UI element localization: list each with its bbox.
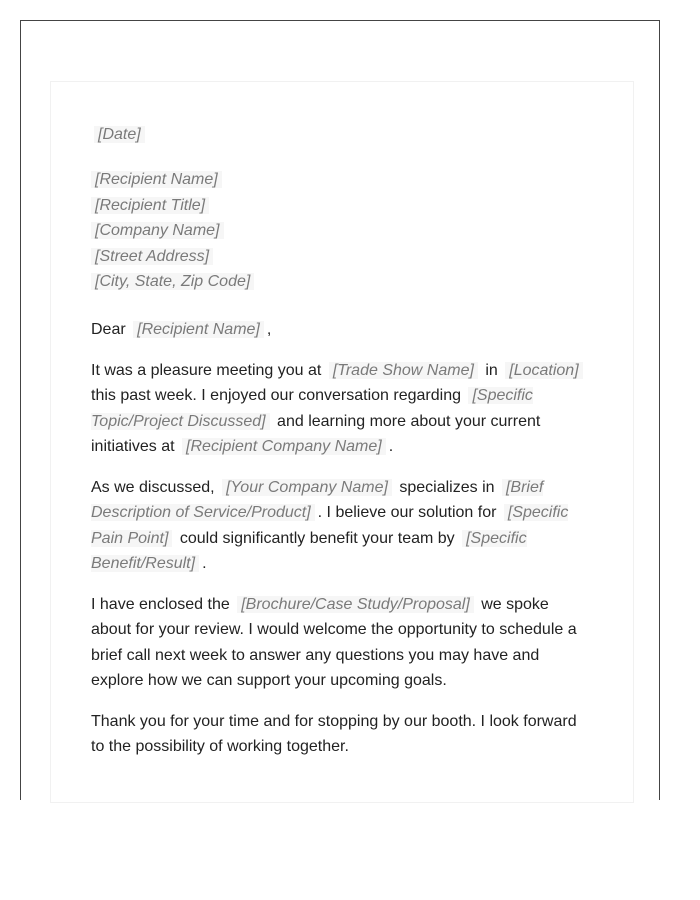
- address-line: [91, 193, 591, 219]
- salutation: [91, 317, 591, 342]
- p2-text-3: . I believe our solution for: [317, 504, 497, 521]
- p1-text-4: and learning more about your current initiatives at: [91, 412, 541, 455]
- salutation-greeting: Dear: [91, 320, 126, 338]
- address-placeholder[interactable]: [Company Name]: [91, 222, 224, 239]
- page-frame: [20, 20, 660, 800]
- address-line: [91, 167, 591, 193]
- letter-body: [91, 123, 591, 775]
- address-placeholder[interactable]: [City, State, Zip Code]: [91, 273, 254, 290]
- p1-text-5: .: [388, 438, 394, 455]
- p1-text-2: in: [485, 361, 498, 379]
- address-placeholder[interactable]: [Recipient Title]: [91, 197, 209, 214]
- letter-sheet: [50, 81, 634, 803]
- salutation-punct: ,: [266, 320, 272, 338]
- p1-text-1: It was a pleasure meeting you at: [91, 361, 322, 379]
- address-line: [91, 269, 591, 295]
- address-placeholder[interactable]: [Recipient Name]: [91, 171, 222, 188]
- p3-text-2: we spoke about for your review. I would welcome the opportunity to schedule a brief call next week to answer any questions you may have and explore how we can support your upcoming goals.: [91, 595, 577, 689]
- recipient-company-placeholder[interactable]: [Recipient Company Name]: [182, 438, 386, 455]
- p4-text-1: Thank you for your time and for stopping by our booth. I look forward to the possibility of working together.: [91, 712, 577, 755]
- enclosure-placeholder[interactable]: [Brochure/Case Study/Proposal]: [237, 596, 474, 613]
- paragraph-4: [91, 709, 591, 760]
- p2-text-5: .: [202, 555, 207, 572]
- paragraph-2: [91, 475, 591, 577]
- address-line: [91, 218, 591, 244]
- benefit-placeholder[interactable]: [Specific Benefit/Result]: [91, 529, 527, 572]
- location-placeholder[interactable]: [Location]: [505, 362, 582, 379]
- your-company-placeholder[interactable]: [Your Company Name]: [222, 479, 392, 496]
- recipient-address: [91, 167, 591, 295]
- p2-text-2: specializes in: [399, 478, 495, 496]
- topic-placeholder[interactable]: [Specific Topic/Project Discussed]: [91, 387, 533, 430]
- trade-show-placeholder[interactable]: [Trade Show Name]: [329, 362, 478, 379]
- pain-point-placeholder[interactable]: [Specific Pain Point]: [91, 504, 569, 547]
- date-line: [91, 123, 591, 147]
- recipient-name-placeholder[interactable]: [Recipient Name]: [133, 321, 264, 338]
- address-placeholder[interactable]: [Street Address]: [91, 248, 213, 265]
- paragraph-1: [91, 358, 591, 460]
- date-placeholder[interactable]: [Date]: [94, 126, 145, 143]
- p2-text-4: could significantly benefit your team by: [179, 529, 455, 547]
- p1-text-3: this past week. I enjoyed our conversation regarding: [91, 387, 461, 404]
- paragraph-3: [91, 592, 591, 694]
- address-line: [91, 244, 591, 270]
- p3-text-1: I have enclosed the: [91, 595, 230, 613]
- p2-text-1: As we discussed,: [91, 478, 215, 496]
- service-description-placeholder[interactable]: [Brief Description of Service/Product]: [91, 478, 544, 521]
